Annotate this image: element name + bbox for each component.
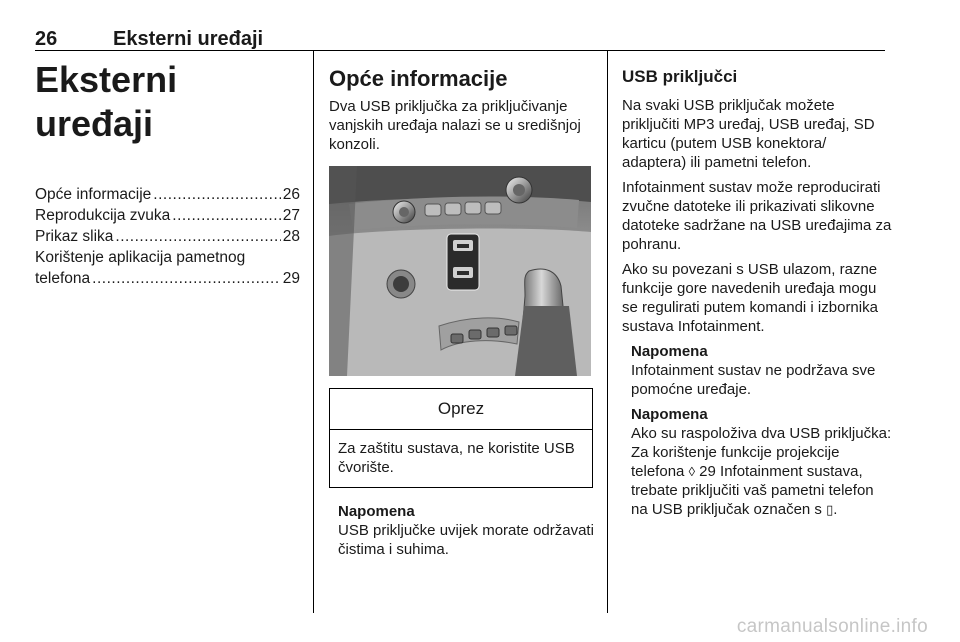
caution-box: [329, 388, 593, 488]
toc-page: 27: [282, 207, 300, 224]
toc-leader: [92, 268, 281, 289]
toc-label: Opće informacije: [35, 186, 152, 203]
toc-leader: [115, 226, 280, 247]
note-text: Infotainment sustav ne podržava sve pomoćne uređaje.: [631, 362, 876, 398]
intro-text: Dva USB priključka za priključivanje vanjskih uređaja nalazi se u središnjoj konzoli.: [329, 98, 581, 153]
toc-entry[interactable]: [35, 205, 300, 226]
note-text: USB priključke uvijek morate održavati čistima i suhima.: [338, 522, 594, 558]
note-title: Napomena: [631, 343, 708, 360]
column-divider: [313, 51, 314, 613]
page-reference[interactable]: 29: [699, 463, 716, 480]
toc-label: Reprodukcija zvuka: [35, 207, 171, 224]
note-block: [338, 502, 595, 559]
note-block: [631, 405, 892, 519]
page-header: [35, 28, 885, 52]
chapter-title: Eksterni uređaji: [35, 59, 178, 144]
watermark: carmanualsonline.info: [736, 616, 928, 637]
note-text: Ako su raspoloživa dva USB priključka: Za korištenje funkcije projekcije telefona ◊ 29 Infotainment sustava, trebate priključiti vaš pametni telefon na USB priključak označen s ▯.: [631, 425, 892, 518]
toc-entry[interactable]: [35, 184, 300, 205]
usb-symbol-icon: ▯: [826, 502, 834, 517]
toc-page: 29: [282, 270, 300, 287]
toc-leader: [172, 205, 280, 226]
toc-leader: [153, 184, 280, 205]
toc-label: Korištenje aplikacija pametnog: [35, 249, 246, 266]
toc-entry[interactable]: [35, 247, 300, 289]
general-info-column: [329, 66, 595, 559]
note-title: Napomena: [338, 503, 415, 520]
table-of-contents: [35, 184, 300, 289]
caution-text: Za zaštitu sustava, ne koristite USB čvorište.: [338, 440, 575, 476]
caution-heading: Oprez: [330, 389, 592, 430]
body-paragraph: Ako su povezani s USB ulazom, razne funkcije gore navedenih uređaja mogu se regulirati putem komandi i izbornika sustava Infotainment.: [622, 261, 878, 335]
chapter-column: [35, 58, 300, 289]
running-title: Eksterni uređaji: [113, 28, 264, 50]
section-heading: USB priključci: [622, 67, 738, 86]
toc-page: 28: [282, 228, 300, 245]
usb-column: [622, 66, 892, 525]
toc-entry[interactable]: [35, 226, 300, 247]
header-rule: [35, 50, 885, 51]
toc-label: Prikaz slika: [35, 228, 114, 245]
usb-console-photo: [329, 166, 591, 376]
toc-page: 26: [282, 186, 300, 203]
body-paragraph: Infotainment sustav može reproducirati zvučne datoteke ili prikazivati slikovne datoteke sadržane na USB uređajima za pohranu.: [622, 179, 892, 253]
note-title: Napomena: [631, 406, 708, 423]
toc-label: telefona: [35, 270, 91, 287]
column-divider: [607, 51, 608, 613]
body-paragraph: Na svaki USB priključak možete priključiti MP3 uređaj, USB uređaj, SD karticu (putem USB konektora/ adaptera) ili pametni telefon.: [622, 97, 875, 171]
section-heading: Opće informacije: [329, 66, 508, 91]
page-reference-icon: ◊: [688, 464, 695, 479]
note-block: [631, 342, 892, 399]
page-number: 26: [35, 28, 58, 50]
